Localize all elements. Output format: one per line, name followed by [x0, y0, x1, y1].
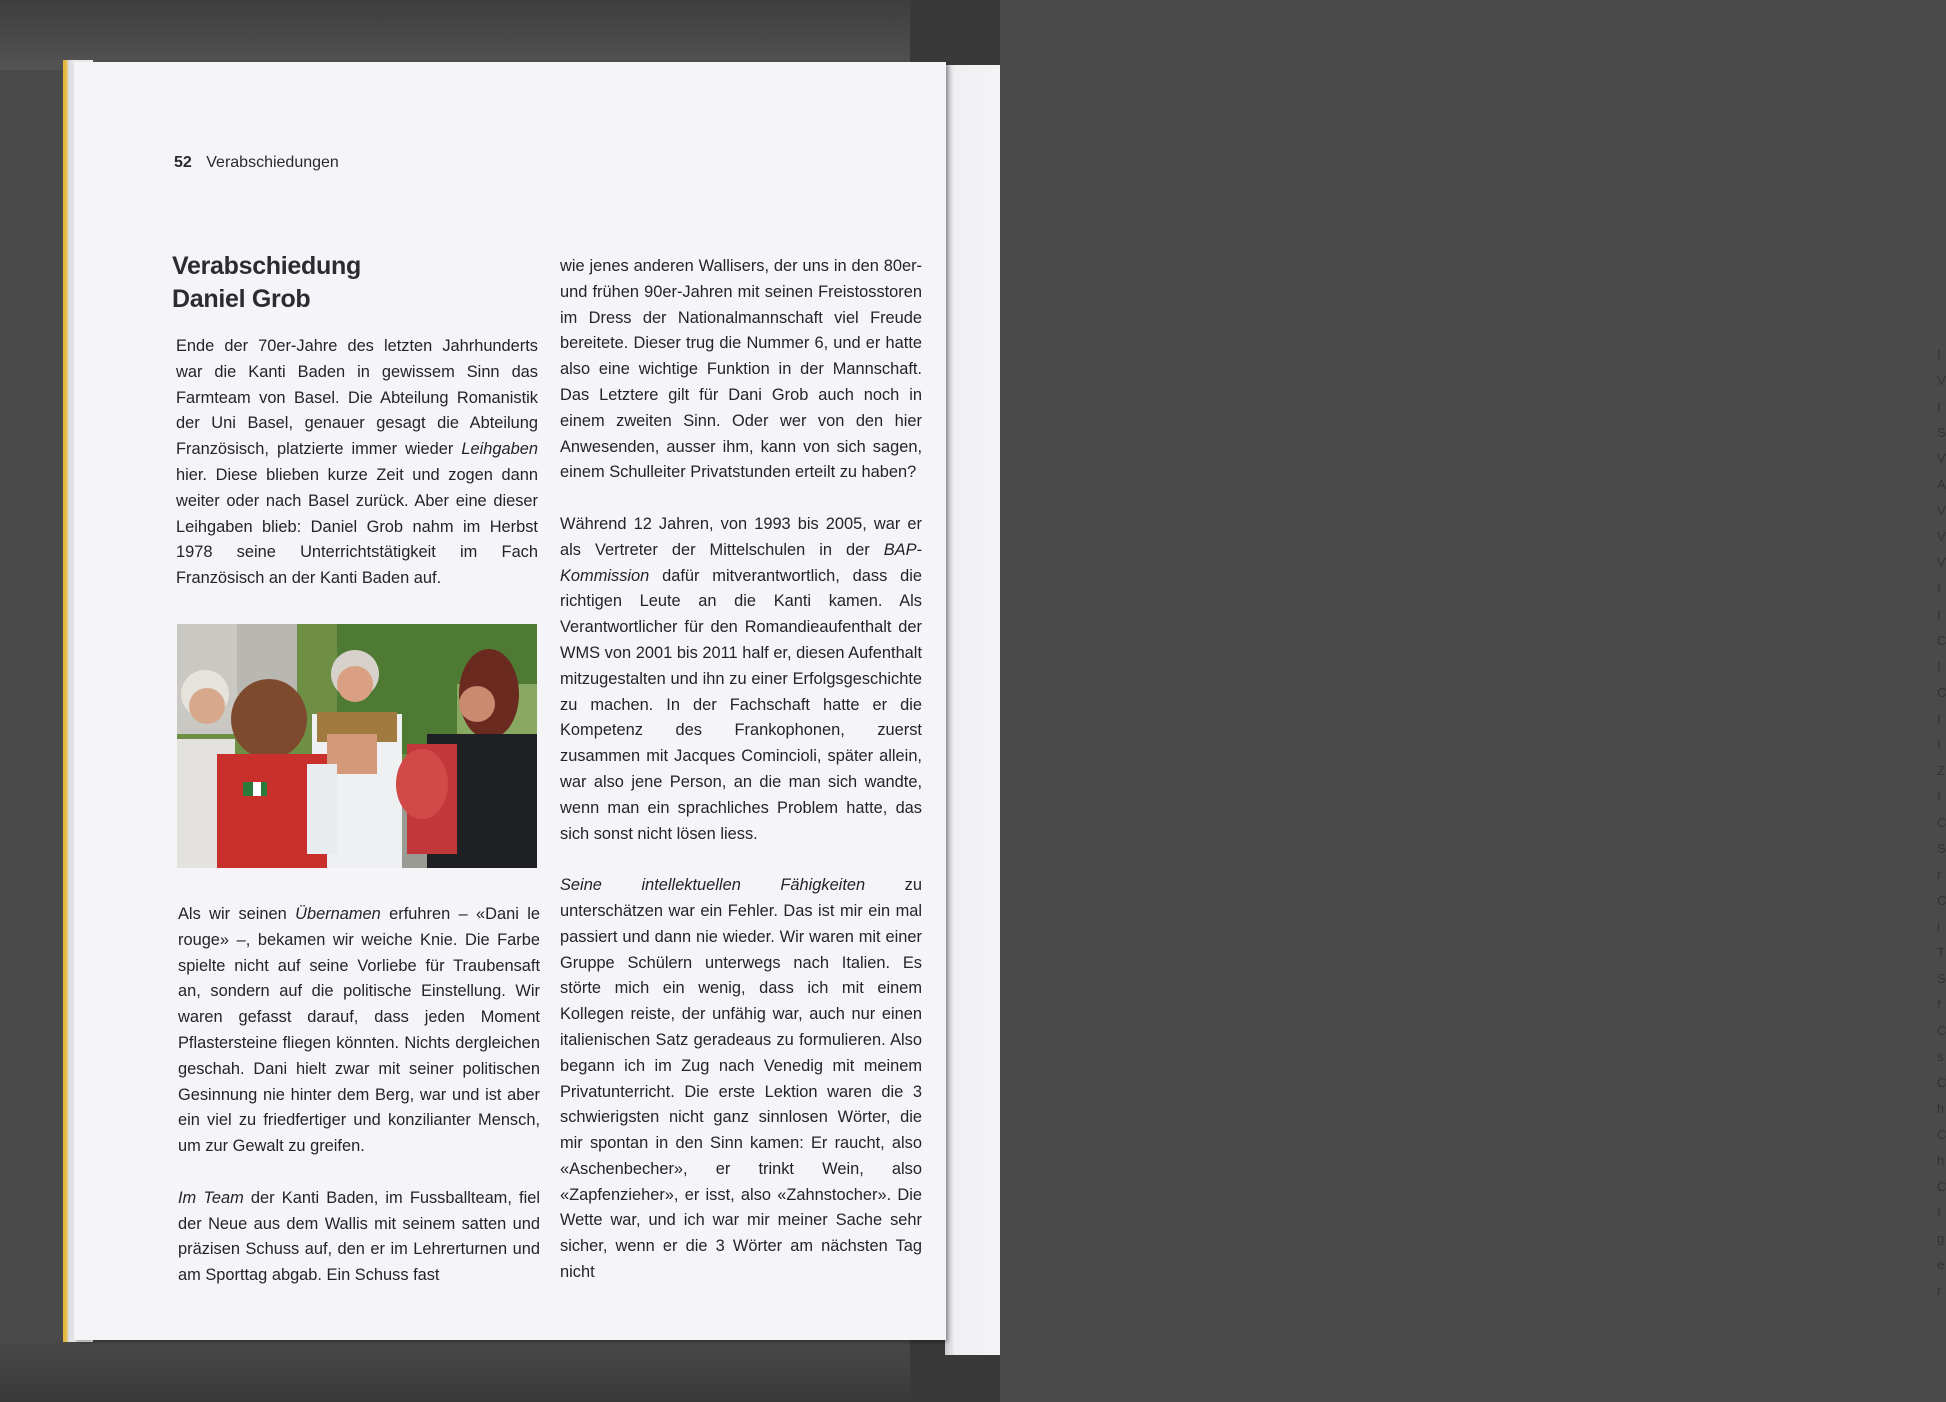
paragraph: Als wir seinen Übernamen erfuhren – «Dani le rouge» –, bekamen wir weiche Knie. Die Farbe spielte nicht auf seine Vorliebe für Traubensaft an, sondern auf die politische Einstellung. Wir waren gefasst darauf, dass jeden Moment Pflastersteine fliegen könnten. Nichts dergleichen geschah. Dani hielt zwar mit seiner politischen Gesinnung nie hinter dem Berg, war und ist aber ein viel zu friedfertiger und konzilianter Mensch, um zur Gewalt zu greifen. — [178, 905, 541, 1156]
paragraph: Seine intellektuellen Fähigkeiten zu unterschätzen war ein Fehler. Das ist mir ein mal passiert und dann nie wieder. Wir waren mit einer Gruppe Schülern unterwegs nach Italien. Es störte mich ein wenig, dass ich mit einem Kollegen reiste, der unfähig war, auch nur einen italienischen Satz geradeaus zu formulieren. Also begann ich im Zug nach Venedig mit meinem Privatunterricht. Die erste Lektion waren die 3 schwierigsten nicht ganz sinnlosen Wörter, die mir spontan in den Sinn kamen: Er raucht, also «Aschenbecher», er trinkt Wein, also «Zapfenzieher», er isst, also «Zahnstocher». Die Wette war, und ich war mir meiner Sache sehr sicher, wenn er die 3 Wörter am nächsten Tag nicht — [560, 876, 922, 1282]
paragraph: Während 12 Jahren, von 1993 bis 2005, war er als Vertreter der Mittelschulen in der BAP-Kommission dafür mitverantwortlich, dass die richtigen Leute an die Kanti kamen. Als Verantwortlicher für den Romandieaufenthalt der WMS von 2001 bis 2011 half er, diesen Aufenthalt mitzugestalten und ihn zu einer Erfolgsgeschichte zu machen. In der Fachschaft hatte er die Kompetenz des Frankophonen, zuerst zusammen mit Jacques Comincioli, später allein, war also jene Person, an die man sich wandte, wenn man ein sprachliches Problem hatte, das sich sonst nicht lösen liess. — [560, 514, 922, 843]
article-photo — [177, 624, 537, 868]
column-left-bottom — [178, 902, 540, 1289]
paragraph: Im Team der Kanti Baden, im Fussballteam, fiel der Neue aus dem Wallis mit seinem satten und präzisen Schuss auf, den er im Lehrerturnen und am Sporttag abgab. Ein Schuss fast — [178, 1188, 541, 1285]
paragraph: wie jenes anderen Wallisers, der uns in den 80er- und frühen 90er-Jahren mit seinen Freistosstoren im Dress der Nationalmannschaft viel Freude bereitete. Dieser trug die Nummer 6, und er hatte also eine wichtige Funktion in der Mannschaft. Das Letztere gilt für Dani Grob auch noch in einem zweiten Sinn. Oder wer von den hier Anwesenden, ausser ihm, kann von sich sagen, einem Schulleiter Privatstunden erteilt zu haben? — [560, 257, 922, 482]
column-left-top — [176, 334, 538, 592]
photo-icon — [177, 624, 537, 868]
facing-page-edge: I V I S V A V V V I I C I C I I Z I C S r C i T S f C s C h C h C I g e r — [945, 65, 1000, 1355]
column-right — [560, 254, 922, 1286]
scan-background-top — [0, 0, 1000, 70]
running-head — [174, 154, 339, 172]
scan-background-bottom — [0, 1332, 1000, 1402]
page-number: 52 — [174, 154, 192, 171]
title-line-1: Verabschiedung — [172, 252, 361, 280]
title-line-2: Daniel Grob — [172, 285, 311, 313]
paragraph: Ende der 70er-Jahre des letzten Jahrhunderts war die Kanti Baden in gewissem Sinn das Farmteam von Basel. Die Abteilung Romanistik der Uni Basel, genauer gesagt die Abteilung Französisch, platzierte immer wieder Leihgaben hier. Diese blieben kurze Zeit und zogen dann weiter oder nach Basel zurück. Aber eine dieser Leihgaben blieb: Daniel Grob nahm im Herbst 1978 seine Unterrichtstätigkeit im Fach Französisch an der Kanti Baden auf. — [176, 337, 538, 588]
section-title: Verabschiedungen — [206, 154, 339, 171]
book-page — [74, 62, 946, 1340]
article-title — [172, 250, 532, 316]
